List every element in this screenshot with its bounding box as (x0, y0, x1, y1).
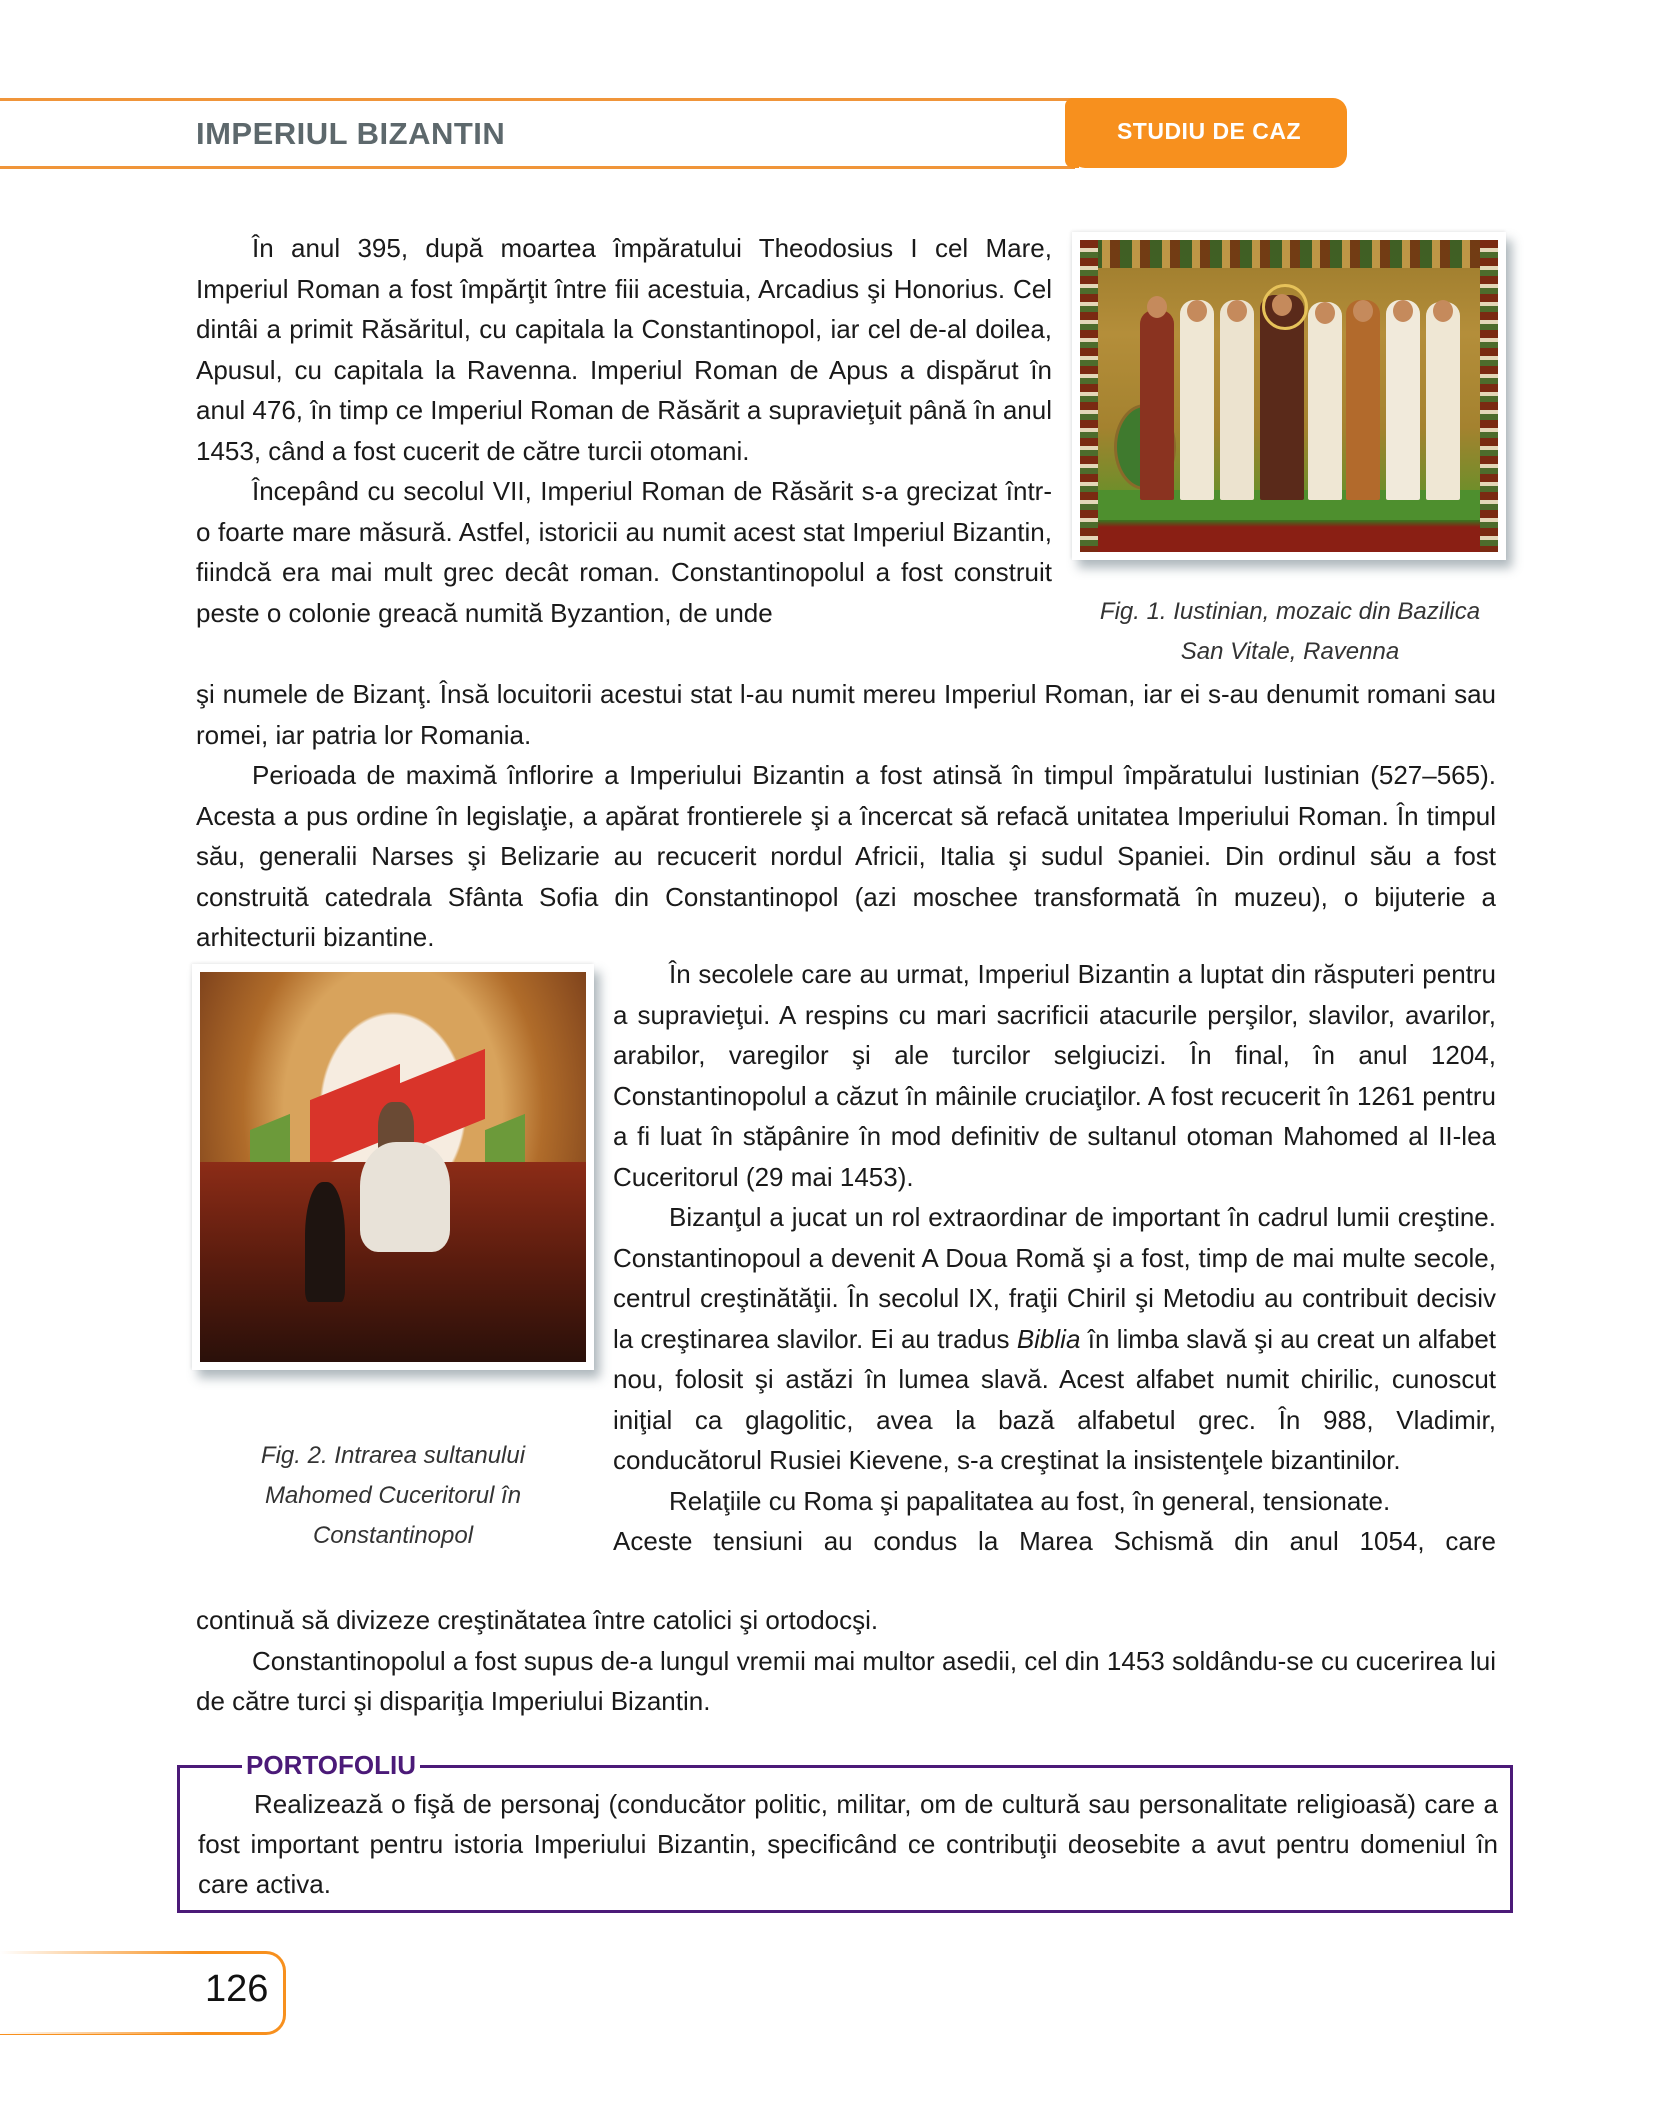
portofoliu-title: PORTOFOLIU (242, 1746, 420, 1784)
figure-2-painting (192, 964, 594, 1370)
right-text-column (613, 954, 1496, 1562)
paragraph-3: Perioada de maximă înflorire a Imperiului Bizantin a fost atinsă în timpul împăratului Iustinian (527–565). Acesta a pus ordine în legislaţie, a apărat frontierele şi a încercat să refacă unitatea Imperiului Roman. În timpul său, generalii Narses şi Belizarie au recucerit nordul Africii, Italia şi sudul Spaniei. Din ordinul său a fost construită catedrala Sfânta Sofia din Constantinopol (azi moschee transformată în muzeu), o bijuterie a arhitecturii bizantine. (196, 760, 1496, 952)
figure-2-caption (192, 1436, 594, 1556)
caption-line: San Vitale, Ravenna (1180, 638, 1400, 665)
figure-1-mosaic (1072, 232, 1506, 560)
book-title-italic: Biblia (1016, 1323, 1081, 1354)
paragraph-1: În anul 395, după moartea împăratului Theodosius I cel Mare, Imperiul Roman a fost împărţit între fiii acestuia, Arcadius şi Honorius. Cel dintâi a primit Răsăritul, cu capitala la Constantinopol, iar cel de-al doilea, Apusul, cu capitala la Ravenna. Imperiul Roman de Apus a dispărut în anul 476, în timp ce Imperiul Roman de Răsărit a supravieţuit până în anul 1453, când a fost cucerit de către turcii otomani. (196, 233, 1052, 466)
paragraph-7: Constantinopolul a fost supus de-a lungul vremii mai multor asedii, cel din 1453 soldându-se cu cucerirea lui de către turci şi dispariţia Imperiului Bizantin. (196, 1645, 1496, 1716)
paragraph-2-continuation: şi numele de Bizanţ. Însă locuitorii acestui stat l-au numit mereu Imperiul Roman, iar ei s-au denumit romani sau romei, iar patria lor Romania. (196, 679, 1496, 750)
portofoliu-text (198, 1784, 1498, 1904)
section-tab-label: STUDIU DE CAZ (1116, 118, 1302, 144)
caption-line: Fig. 1. Iustinian, mozaic din Bazilica (1099, 598, 1481, 625)
paragraph-6-continuation: continuă să divizeze creştinătatea între catolici şi ortodocşi. (196, 1605, 879, 1635)
paragraph-6-line-1: Relaţiile cu Roma şi papalitatea au fost, în general, tensionate. (669, 1485, 1391, 1516)
paragraph-6-line-2: Aceste tensiuni au condus la Marea Schismă din anul 1054, care (613, 1526, 1496, 1556)
caption-line: Mahomed Cuceritorul în (264, 1482, 522, 1509)
page-number-frame-fade (0, 1948, 200, 2034)
header-top-rule (0, 98, 1075, 101)
portofoliu-box (177, 1750, 1513, 1913)
figure-1-caption (1060, 592, 1520, 672)
body-text-full-width (196, 674, 1496, 958)
sultan-entry-painting-image (200, 972, 586, 1362)
paragraph-5: Bizanţul a jucat un rol extraordinar de important în cadrul lumii creştine. Constantinopoul a devenit A Doua Romă şi a fost, timp de mai multe secole, centrul creştinătăţii. În secolul IX, fraţii Chiril şi Metodiu au contribuit decisiv la creştinarea slavilor. Ei au tradus Biblia în limba slavă şi au creat un alfabet nou, folosit şi astăzi în lumea slavă. Acest alfabet numit chirilic, cunoscut iniţial ca glagolitic, avea la bază alfabetul grec. În 988, Vladimir, conducătorul Rusiei Kievene, s-a creştinat la insistenţele bizantinilor. (613, 1202, 1496, 1475)
header-bottom-rule (0, 166, 1075, 169)
section-tab (1071, 98, 1347, 168)
chapter-title: IMPERIUL BIZANTIN (196, 116, 506, 151)
paragraph-2-start: Începând cu secolul VII, Imperiul Roman de Răsărit s-a grecizat într-o foarte mare măsură. Astfel, istoricii au numit acest stat Imperiul Bizantin, fiindcă era mai mult grec decât roman. Constantinopolul a fost construit peste o colonie greacă numită Byzantion, de unde (196, 476, 1052, 628)
closing-text (196, 1600, 1496, 1722)
caption-line: Fig. 2. Intrarea sultanului (260, 1442, 526, 1469)
caption-line: Constantinopol (312, 1522, 474, 1549)
paragraph-4: În secolele care au urmat, Imperiul Bizantin a luptat din răsputeri pentru a supravieţui. A respins cu mari sacrificii atacurile perşilor, slavilor, avarilor, arabilor, varegilor şi ale turcilor selgiucizi. În final, în anul 1204, Constantinopolul a căzut în mâinile cruciaţilor. A fost recucerit în 1261 pentru a fi luat în stăpânire în mod definitiv de sultanul otoman Mahomed al II-lea Cuceritorul (29 mai 1453). (613, 959, 1496, 1192)
intro-text-column (196, 228, 1052, 633)
portofoliu-paragraph: Realizează o fişă de personaj (conducător politic, militar, om de cultură sau personalitate religioasă) care a fost important pentru istoria Imperiului Bizantin, specificând ce contribuţii deosebite a avut pentru domeniul în care activa. (198, 1789, 1498, 1899)
iustinian-mosaic-image (1080, 240, 1498, 552)
page-number: 126 (205, 1968, 269, 2010)
